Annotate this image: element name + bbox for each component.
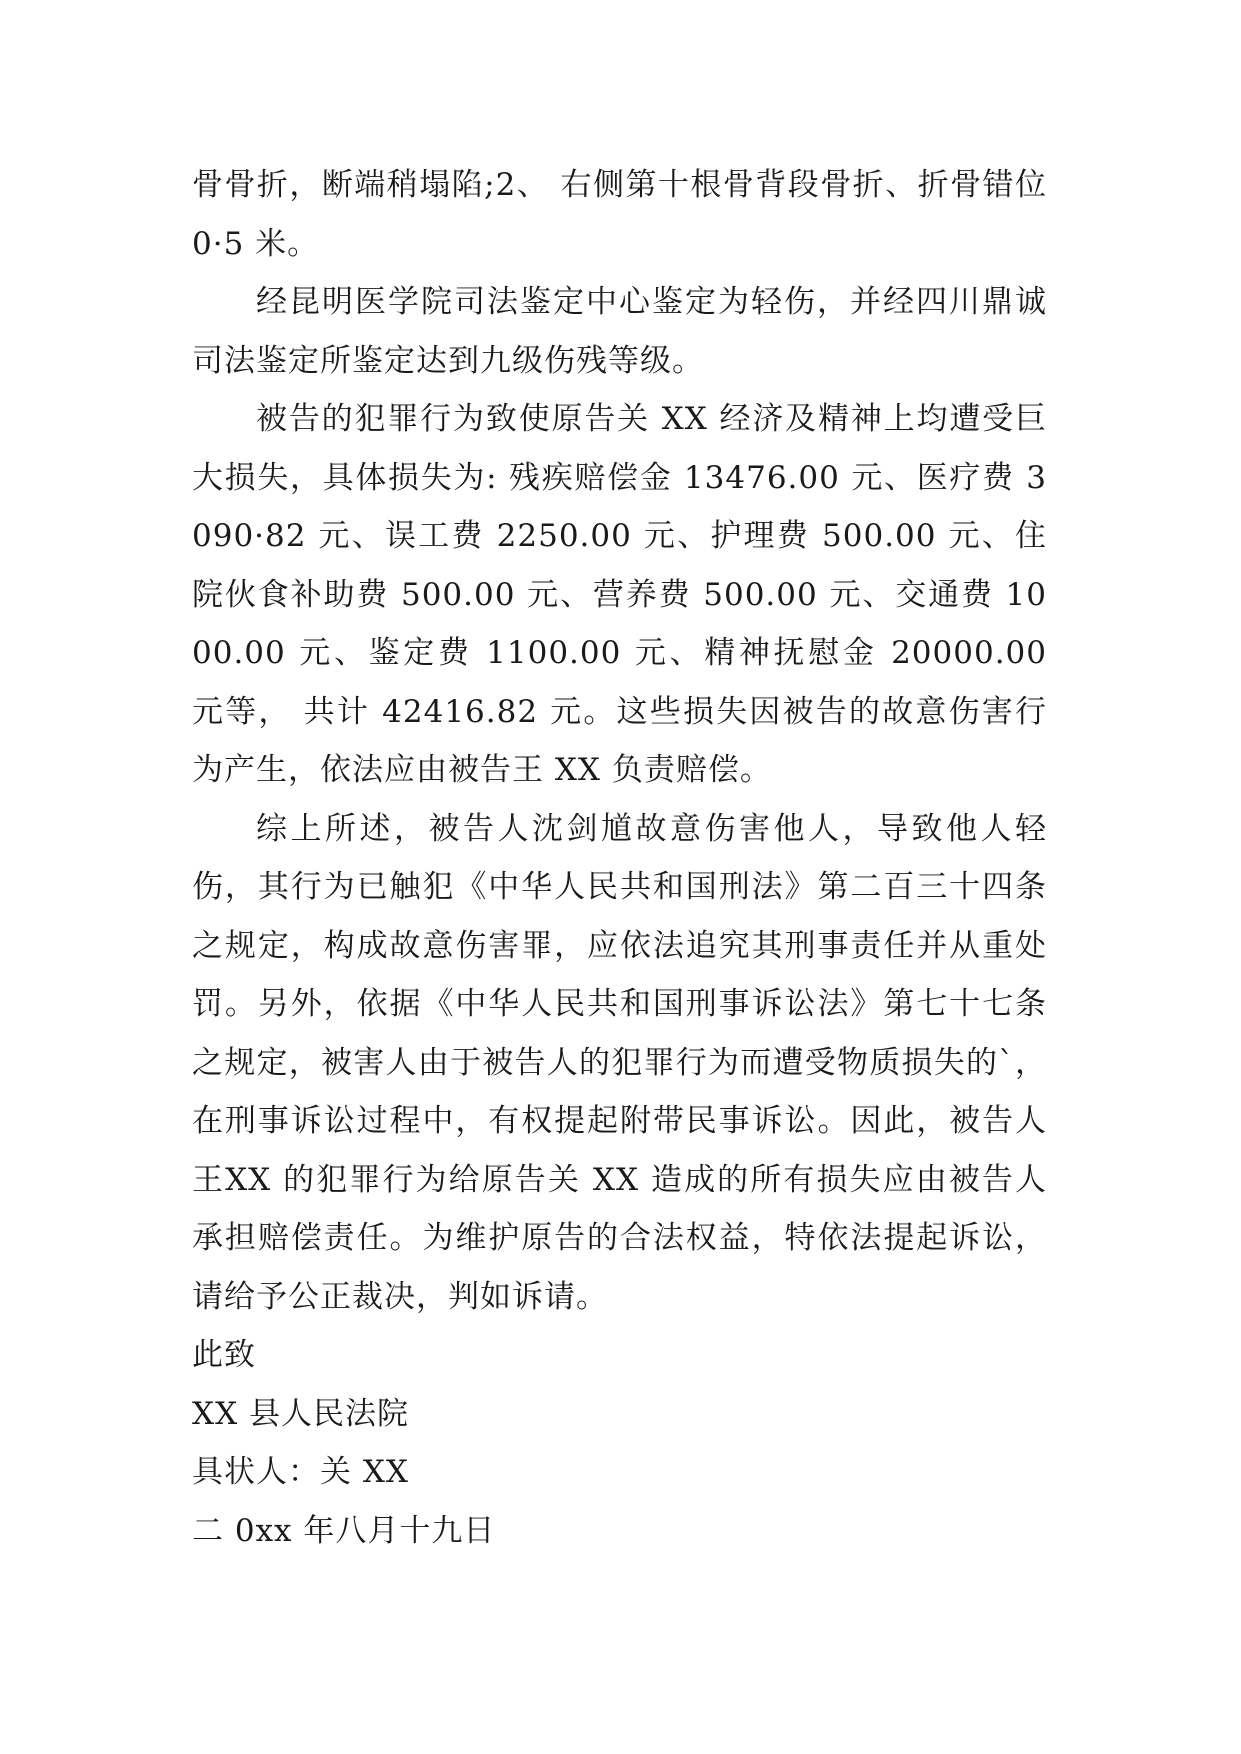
closing-plaintiff: 具状人：关 XX	[192, 1454, 409, 1490]
paragraph-injury-details: 骨骨折，断端稍塌陷;2、 右侧第十根骨背段骨折、折骨错位 0·5 米。	[192, 167, 1047, 262]
closing-salutation: 此致	[192, 1337, 256, 1373]
closing-date: 二 0xx 年八月十九日	[192, 1512, 496, 1549]
paragraph-conclusion: 综上所述，被告人沈剑馗故意伤害他人，导致他人轻伤，其行为已触犯《中华人民共和国刑法》第二百三十四条之规定，构成故意伤害罪，应依法追究其刑事责任并从重处罚。另外，依据《中华人民共和国刑事诉讼法》第七十七条之规定，被害人由于被告人的犯罪行为而遭受物质损失的`，在刑事诉讼过程中，有权提起附带民事诉讼。因此，被告人王XX 的犯罪行为给原告关 XX 造成的所有损失应由被告人承担赔偿责任。为维护原告的合法权益，特依法提起诉讼，请给予公正裁决，判如诉请。	[192, 810, 1047, 1315]
paragraph-forensic-appraisal: 经昆明医学院司法鉴定中心鉴定为轻伤，并经四川鼎诚司法鉴定所鉴定达到九级伤残等级。	[192, 284, 1047, 379]
paragraph-losses: 被告的犯罪行为致使原告关 XX 经济及精神上均遭受巨大损失，具体损失为: 残疾赔偿金 13476.00 元、医疗费 3090·82 元、误工费 2250.00 元、护理费 500.00 元、住院伙食补助费 500.00 元、营养费 500.00 元、交通费 1000.00 元、鉴定费 1100.00 元、精神抚慰金 20000.00 元等， 共计 42416.82 元。这些损失因被告的故意伤害行为产生，依法应由被告王 XX 负责赔偿。	[192, 401, 1047, 788]
closing-court: XX 县人民法院	[192, 1395, 409, 1432]
document-body	[192, 156, 1047, 1560]
